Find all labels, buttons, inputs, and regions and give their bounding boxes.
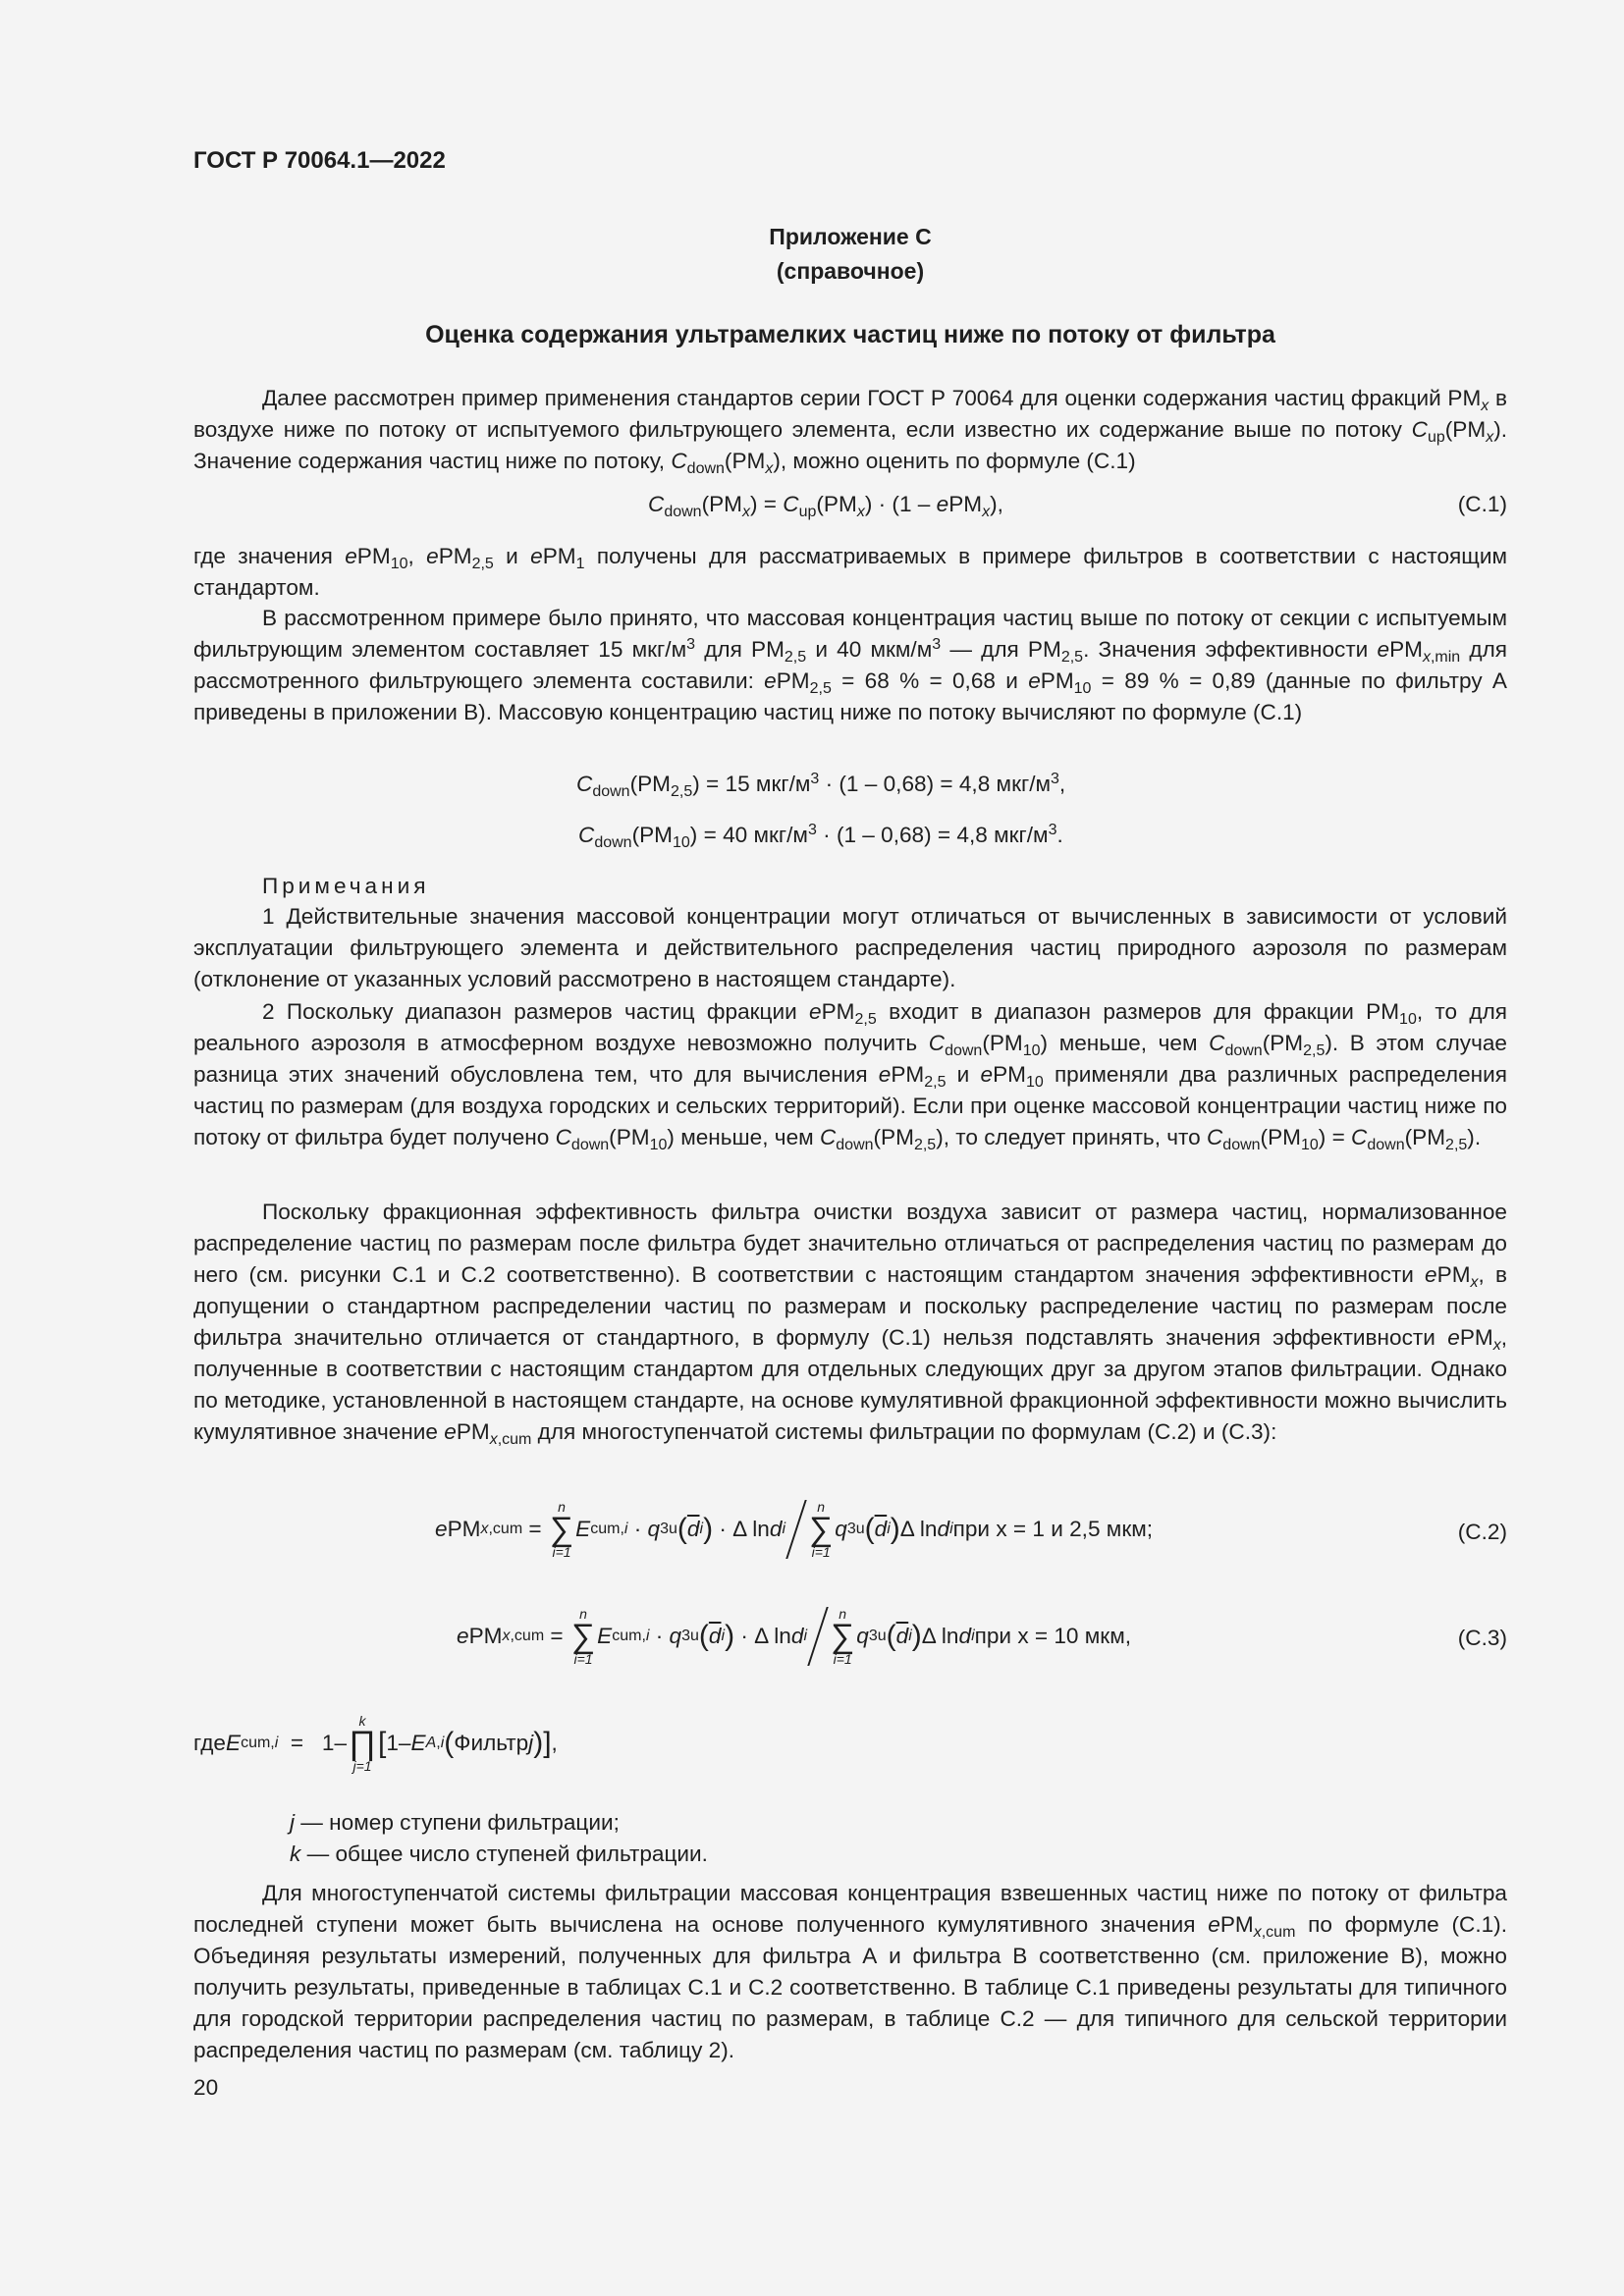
formula-c3: e PM x,cum = n ∑ i=1 E cum,i · q 3u ( $\overline{d}$ i ) · Δ ln d i n ∑ i=1 q 3u ( $\overline{d}$ i ) Δ ln d i при x = 10 мкм, [457, 1606, 1132, 1667]
definition-k: k — общее число ступеней фильтрации. [290, 1842, 708, 1866]
formula-c2: e PM x,cum = n ∑ i=1 E cum,i · q 3u ( $\overline{d}$ i ) · Δ ln d i n ∑ i=1 q 3u ( $\overline{d}$ i ) Δ ln d i при x = 1 и 2,5 мкм; [435, 1499, 1154, 1560]
paragraph-example: В рассмотренном примере было принято, что массовая концентрация частиц выше по потоку от секции с испытуемым фильтрующим элементом составляет 15 мкг/$м^3$ для $PM_{2,5}$ и 40 мкм/$м^3$ — для $PM_{2,5}$. Значения эффективности ePM$_{x,min}$ для рассмотренного фильтрующего элемента составили: ePM$_{2,5}$ = 68 % = 0,68 и ePM$_{10}$ = 89 % = 0,89 (данные по фильтру А приведены в приложении В). Массовую концентрацию частиц ниже по потоку вычисляют по формуле (С.1) [193, 606, 1507, 724]
note-1: 1 Действительные значения массовой концентрации могут отличаться от вычисленных в зависимости от условий эксплуатации фильтрующего элемента и действительного распределения частиц природного аэрозоля по размерам (отклонение от указанных условий рассмотрено в настоящем стандарте). [193, 904, 1507, 991]
formula-c2-number: (С.2) [1457, 1520, 1507, 1544]
section-title: Оценка содержания ультрамелких частиц ниже по потоку от фильтра [425, 321, 1275, 348]
paragraph-multistage: Для многоступенчатой системы фильтрации массовая концентрация взвешенных частиц ниже по потоку от фильтра последней ступени может быть вычислена на основе полученного кумулятивного значения ePM$_{x,cum}$ по формуле (С.1). Объединяя результаты измерений, полученных для фильтра А и фильтра В соответственно (см. приложение В), можно получить результаты, приведенные в таблицах С.1 и С.2 соответственно. В таблице С.1 приведены результаты для типичного для городской территории распределения частиц по размерам, в таблице С.2 — для типичного для сельской территории распределения частиц по размерам (см. таблицу 2). [193, 1881, 1507, 2062]
paragraph-where-values: где значения ePM$_{10}$, ePM$_{2,5}$ и ePM$_1$ получены для рассматриваемых в примере фильтров в соответствии с настоящим стандартом. [193, 544, 1507, 600]
calc-pm10: $C_{down}(PM_{10}) = 40$ мкг/$м^3 \cdot (1 - 0,68) = 4,8$ мкг/$м^3$. [578, 822, 1063, 851]
paragraph-intro: Далее рассмотрен пример применения стандартов серии ГОСТ Р 70064 для оценки содержания частиц фракций $PM_x$ в воздухе ниже по потоку от испытуемого фильтрующего элемента, если известно их содержание выше по потоку $C_{up}(PM_x)$. Значение содержания частиц ниже по потоку, $C_{down}(PM_x)$, можно оценить по формуле (С.1) [193, 386, 1507, 477]
definition-j: j — номер ступени фильтрации; [290, 1810, 620, 1835]
notes-title: Примечания [262, 874, 430, 898]
formula-c1-number: (С.1) [1457, 492, 1507, 516]
page-number: 20 [193, 2075, 219, 2100]
appendix-subtitle: (справочное) [776, 258, 925, 284]
formula-ecum: где E cum,i = 1– k ∏ j=1 [ 1– E A,i ( Фильтр j ) ] , [193, 1713, 558, 1774]
formula-c3-number: (С.3) [1457, 1626, 1507, 1650]
appendix-title: Приложение С [769, 224, 932, 249]
document-header: ГОСТ Р 70064.1—2022 [193, 147, 446, 174]
calc-pm25: $C_{down}(PM_{2,5}) = 15$ мкг/$м^3 \cdot (1 - 0,68) = 4,8$ мкг/$м^3$, [576, 771, 1066, 800]
note-2: 2 Поскольку диапазон размеров частиц фракции ePM$_{2,5}$ входит в диапазон размеров для фракции $PM_{10}$, то для реального аэрозоля в атмосферном воздухе невозможно получить $C_{down}(PM_{10})$ меньше, чем $C_{down}(PM_{2,5})$. В этом случае разница этих значений обусловлена тем, что для вычисления ePM$_{2,5}$ и ePM$_{10}$ применяли два различных распределения частиц по размерам (для воздуха городских и сельских территорий). Если при оценке массовой концентрации частиц ниже по потоку от фильтра будет получено $C_{down}(PM_{10})$ меньше, чем $C_{down}(PM_{2,5})$, то следует принять, что $C_{down}(PM_{10}) = C_{down}(PM_{2,5})$. [193, 999, 1508, 1153]
paragraph-cumulative: Поскольку фракционная эффективность фильтра очистки воздуха зависит от размера частиц, нормализованное распределение частиц по размерам после фильтра будет значительно отличаться от распределения частиц по размерам до него (см. рисунки С.1 и С.2 соответственно). В соответствии с настоящим стандартом значения эффективности ePM$_x$, в допущении о стандартном распределении частиц по размерам и поскольку распределение частиц по размерам после фильтра значительно отличается от стандартного, в формулу (С.1) нельзя подставлять значения эффективности ePM$_x$, полученные в соответствии с настоящим стандартом для отдельных следующих друг за другом этапов фильтрации. Однако по методике, установленной в настоящем стандарте, на основе кумулятивной фракционной эффективности можно вычислить кумулятивное значение ePM$_{x,cum}$ для многоступенчатой системы фильтрации по формулам (С.2) и (С.3): [193, 1200, 1507, 1448]
formula-c1: $C_{down}(PM_x) = C_{up}(PM_x) \cdot (1 - ePM_x)$, [648, 492, 1003, 520]
